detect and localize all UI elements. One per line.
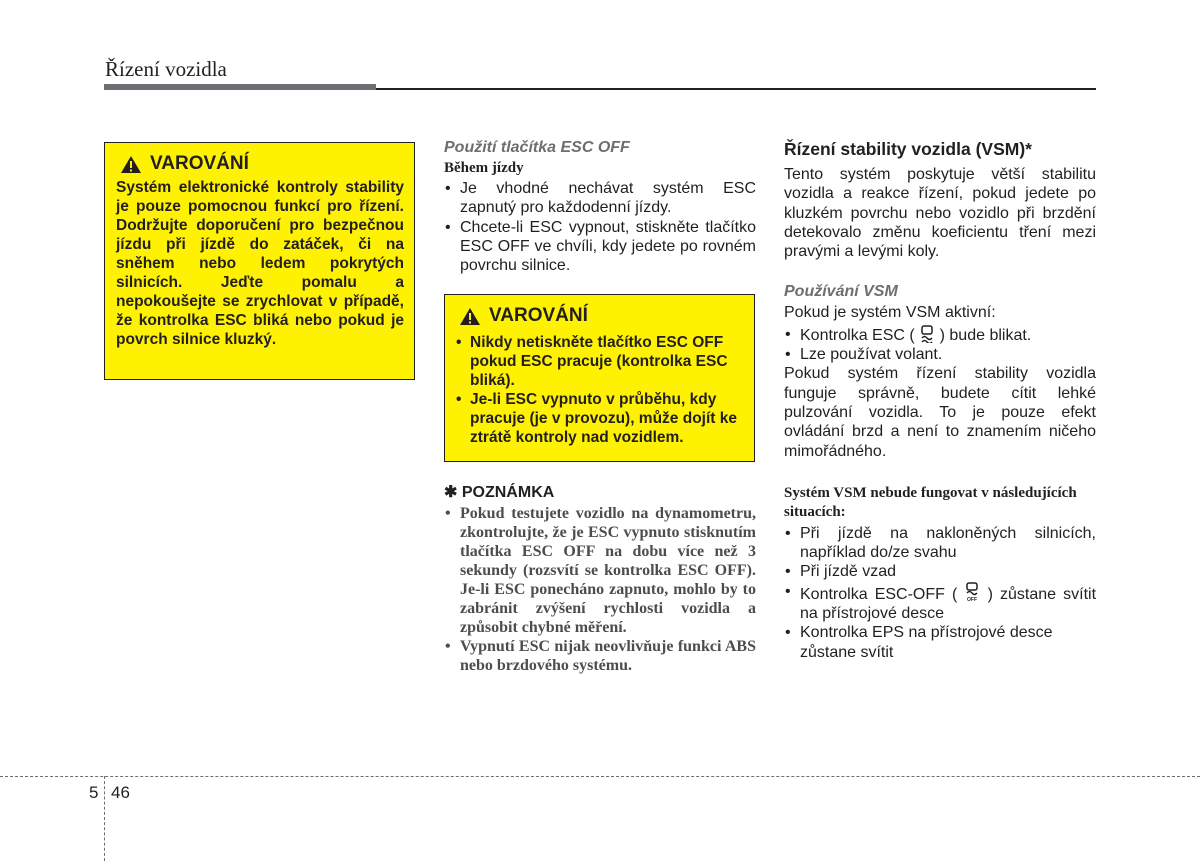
- note-title: POZNÁMKA: [461, 484, 555, 501]
- warning-triangle-icon: [459, 307, 481, 326]
- list-item: • Je vhodné nechávat systém ESC zapnutý pro každodenní jízdy.: [445, 180, 756, 217]
- driving-subhead: Během jízdy: [444, 160, 524, 176]
- list-item: • Kontrolka EPS na přístrojové desce zůstane svítit: [785, 624, 1053, 661]
- header-bar-thick: [104, 84, 376, 90]
- footer-margin-line: [104, 776, 105, 861]
- list-item: • Lze používat volant.: [785, 346, 943, 364]
- list-item: • Chcete-li ESC vypnout, stiskněte tlačítko ESC OFF ve chvíli, kdy jedete po rovném povrchu silnice.: [445, 218, 756, 275]
- column-vsm: [784, 139, 1096, 662]
- warning-triangle-icon: [120, 155, 142, 174]
- warning-box-esc-off: [444, 294, 755, 462]
- esc-off-subtitle: Použití tlačítka ESC OFF: [444, 139, 630, 156]
- footer-rule: [0, 776, 1200, 777]
- vsm-intro: Tento systém poskytuje větší stabilitu vozidla a reakce řízení, pokud jedete po kluzkém povrchu nebo vozidlo při brzdění detekovalo změnu koeficientu tření mezi pravými a levými koly.: [784, 166, 1096, 261]
- page-number: 46: [111, 783, 130, 802]
- column-esc-off: [444, 139, 756, 275]
- note-title-row: [444, 482, 756, 502]
- list-item: • Kontrolka ESC ( ) bude blikat.: [785, 325, 1032, 344]
- esc-off-icon: [964, 582, 980, 602]
- vsm-usage-subtitle: Používání VSM: [784, 283, 898, 301]
- list-item: • Pokud testujete vozidlo na dynamometru, zkontrolujte, že je ESC vypnuto stisknutím tlačítka ESC OFF na dobu více než 3 sekundy (rozsvítí se kontrolka ESC OFF). Je-li ESC ponecháno zapnuto, mohlo by to zabránit zvýšení rychlosti vozidla a způsobit chybné měření.: [445, 505, 756, 636]
- vsm-title: Řízení stability vozidla (VSM)*: [784, 139, 1032, 159]
- page-header-title: Řízení vozidla: [105, 57, 227, 81]
- list-item: • Při jízdě vzad: [785, 563, 897, 581]
- esc-skid-icon: [919, 325, 935, 343]
- warning-box-esc-assist: [104, 142, 415, 380]
- list-item: • Je-li ESC vypnuto v průběhu, kdy pracuje (je v provozu), může dojít ke ztrátě kontroly nad vozidlem.: [456, 391, 737, 446]
- warning-title: VAROVÁNÍ: [150, 153, 249, 174]
- header-rule: [376, 88, 1096, 90]
- list-item: • Vypnutí ESC nijak neovlivňuje funkci ABS nebo brzdového systému.: [445, 638, 756, 674]
- warning-text: Systém elektronické kontroly stability je pouze pomocnou funkcí pro řízení. Dodržujte doporučení pro bezpečnou jízdu při jízdě do zatáček, či na sněhem nebo ledem pokrytých silnicích. Jeďte pomalu a nepokoušejte se zrychlovat v případě, že kontrolka ESC bliká nebo pokud je povrch silnice kluzký.: [116, 179, 404, 348]
- warning-title-row: [120, 153, 404, 175]
- asterisk-icon: ✱: [444, 484, 458, 501]
- vsm-not-working-subhead: Systém VSM nebude fungovat v následujících situacích:: [784, 484, 1077, 520]
- warning-title-row: [459, 305, 744, 327]
- list-item: • Při jízdě na nakloněných silnicích, například do/ze svahu: [785, 524, 1096, 562]
- warning-title: VAROVÁNÍ: [489, 305, 588, 326]
- svg-text:OFF: OFF: [967, 596, 978, 602]
- list-item: • Nikdy netiskněte tlačítko ESC OFF pokud ESC pracuje (kontrolka ESC bliká).: [456, 334, 728, 389]
- section-number: 5: [89, 783, 99, 802]
- vsm-paragraph: Pokud systém řízení stability vozidla funguje správně, budete cítit lehké pulzování vozidla. To je pouze efekt ovládání brzd a není to znamením ničeho mimořádného.: [784, 365, 1096, 460]
- vsm-active-lead: Pokud je systém VSM aktivní:: [784, 304, 996, 322]
- list-item: • Kontrolka ESC-OFF ( OFF ) zůstane svítit na přístrojové desce: [785, 582, 1097, 623]
- note-section: [444, 482, 756, 675]
